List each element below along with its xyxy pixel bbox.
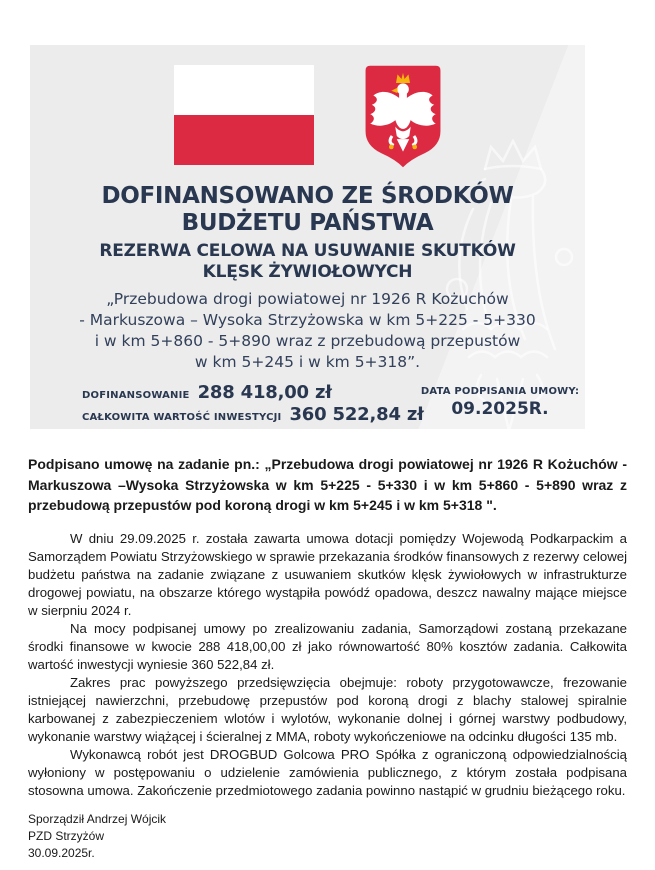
- project-name-quote: [30, 289, 585, 373]
- project-name-line: „Przebudowa drogi powiatowej nr 1926 R Kożuchów: [106, 290, 509, 308]
- signature-block: [28, 811, 627, 862]
- national-symbols: [30, 65, 585, 170]
- body-paragraph: Wykonawcą robót jest DROGBUD Golcowa PRO Spółka z ograniczoną odpowiedzialnością wyłoniony w postępowaniu o udzielenie zamówienia publicznego, z którym została podpisana stosowna umowa. Zakończenie przedmiotowego zadania powinno nastąpić w grudniu bieżącego roku.: [28, 746, 627, 798]
- banner-subtitle: [30, 241, 585, 283]
- banner-subtitle-line1: REZERWA CELOWA NA USUWANIE SKUTKÓW: [99, 241, 516, 261]
- document-body: [28, 440, 627, 862]
- poland-coat-of-arms-icon: [364, 63, 442, 170]
- body-paragraph: Zakres prac powyższego przedsięwzięcia obejmuje: roboty przygotowawcze, frezowanie istniejącej nawierzchni, przebudowę przepustów pod koroną drogi z blachy stalowej spiralnie karbowanej z zabezpieczeniem wlotów i wylotów, wykonanie dolnej i górnej warstwy podbudowy, wykonanie warstwy wiążącej i ścieralnej z MMA, roboty wykończeniowe na odcinku długości 135 mb.: [28, 674, 627, 744]
- document-date: 30.09.2025r.: [28, 845, 95, 860]
- poland-flag-icon: [174, 65, 314, 165]
- total-investment-value: 360 522,84 zł: [289, 404, 424, 425]
- total-investment-label: CAŁKOWITA WARTOŚĆ INWESTYCJI: [82, 412, 282, 423]
- funding-value: 288 418,00 zł: [197, 382, 332, 403]
- banner-title: [30, 183, 585, 237]
- total-investment-row: [82, 404, 424, 425]
- body-paragraph: Na mocy podpisanej umowy po zrealizowaniu zadania, Samorządowi zostaną przekazane środki finansowe w kwocie 288 418,00,00 zł jako równowartość 80% kosztów zadania. Całkowita wartość inwestycji wyniesie 360 522,84 zł.: [28, 620, 627, 672]
- funding-amounts: [82, 382, 424, 425]
- project-name-line: w km 5+245 i w km 5+318”.: [194, 353, 421, 371]
- organization: PZD Strzyżów: [28, 828, 105, 843]
- project-name-line: - Markuszowa – Wysoka Strzyżowska w km 5+225 - 5+330: [79, 311, 536, 329]
- funding-row: [82, 382, 424, 403]
- body-paragraphs: [28, 530, 627, 800]
- body-paragraph: W dniu 29.09.2025 r. została zawarta umowa dotacji pomiędzy Wojewodą Podkarpackim a Samorządem Powiatu Strzyżowskiego w sprawie przekazania środków finansowych z rezerwy celowej budżetu państwa na zadanie związane z usuwaniem skutków klęsk żywiołowych w infrastrukturze drogowej powiatu, na obszarze którego wystąpiła powódź opadowa, deszcz nawalny mające miejsce w sierpniu 2024 r.: [28, 530, 627, 618]
- funding-label: DOFINANSOWANIE: [82, 390, 190, 401]
- funding-banner: [30, 45, 585, 429]
- banner-title-line2: BUDŻETU PAŃSTWA: [181, 210, 434, 236]
- banner-subtitle-line2: KLĘSK ŻYWIOŁOWYCH: [202, 262, 413, 282]
- signing-date-block: [420, 386, 580, 419]
- flag-red-stripe: [174, 115, 314, 165]
- signing-date-label: DATA PODPISANIA UMOWY:: [420, 386, 580, 397]
- signing-date-value: 09.2025R.: [451, 399, 549, 419]
- intro-paragraph: Podpisano umowę na zadanie pn.: „Przebudowa drogi powiatowej nr 1926 R Kożuchów - Markuszowa –Wysoka Strzyżowska w km 5+225 - 5+330 i w km 5+860 - 5+890 wraz z przebudową przepustów pod koroną drogi w km 5+245 i w km 5+318 ".: [28, 456, 627, 513]
- project-name-line: i w km 5+860 - 5+890 wraz z przebudową przepustów: [94, 332, 521, 350]
- banner-title-line1: DOFINANSOWANO ZE ŚRODKÓW: [101, 183, 514, 209]
- flag-white-stripe: [174, 65, 314, 115]
- prepared-by: Sporządził Andrzej Wójcik: [28, 811, 167, 826]
